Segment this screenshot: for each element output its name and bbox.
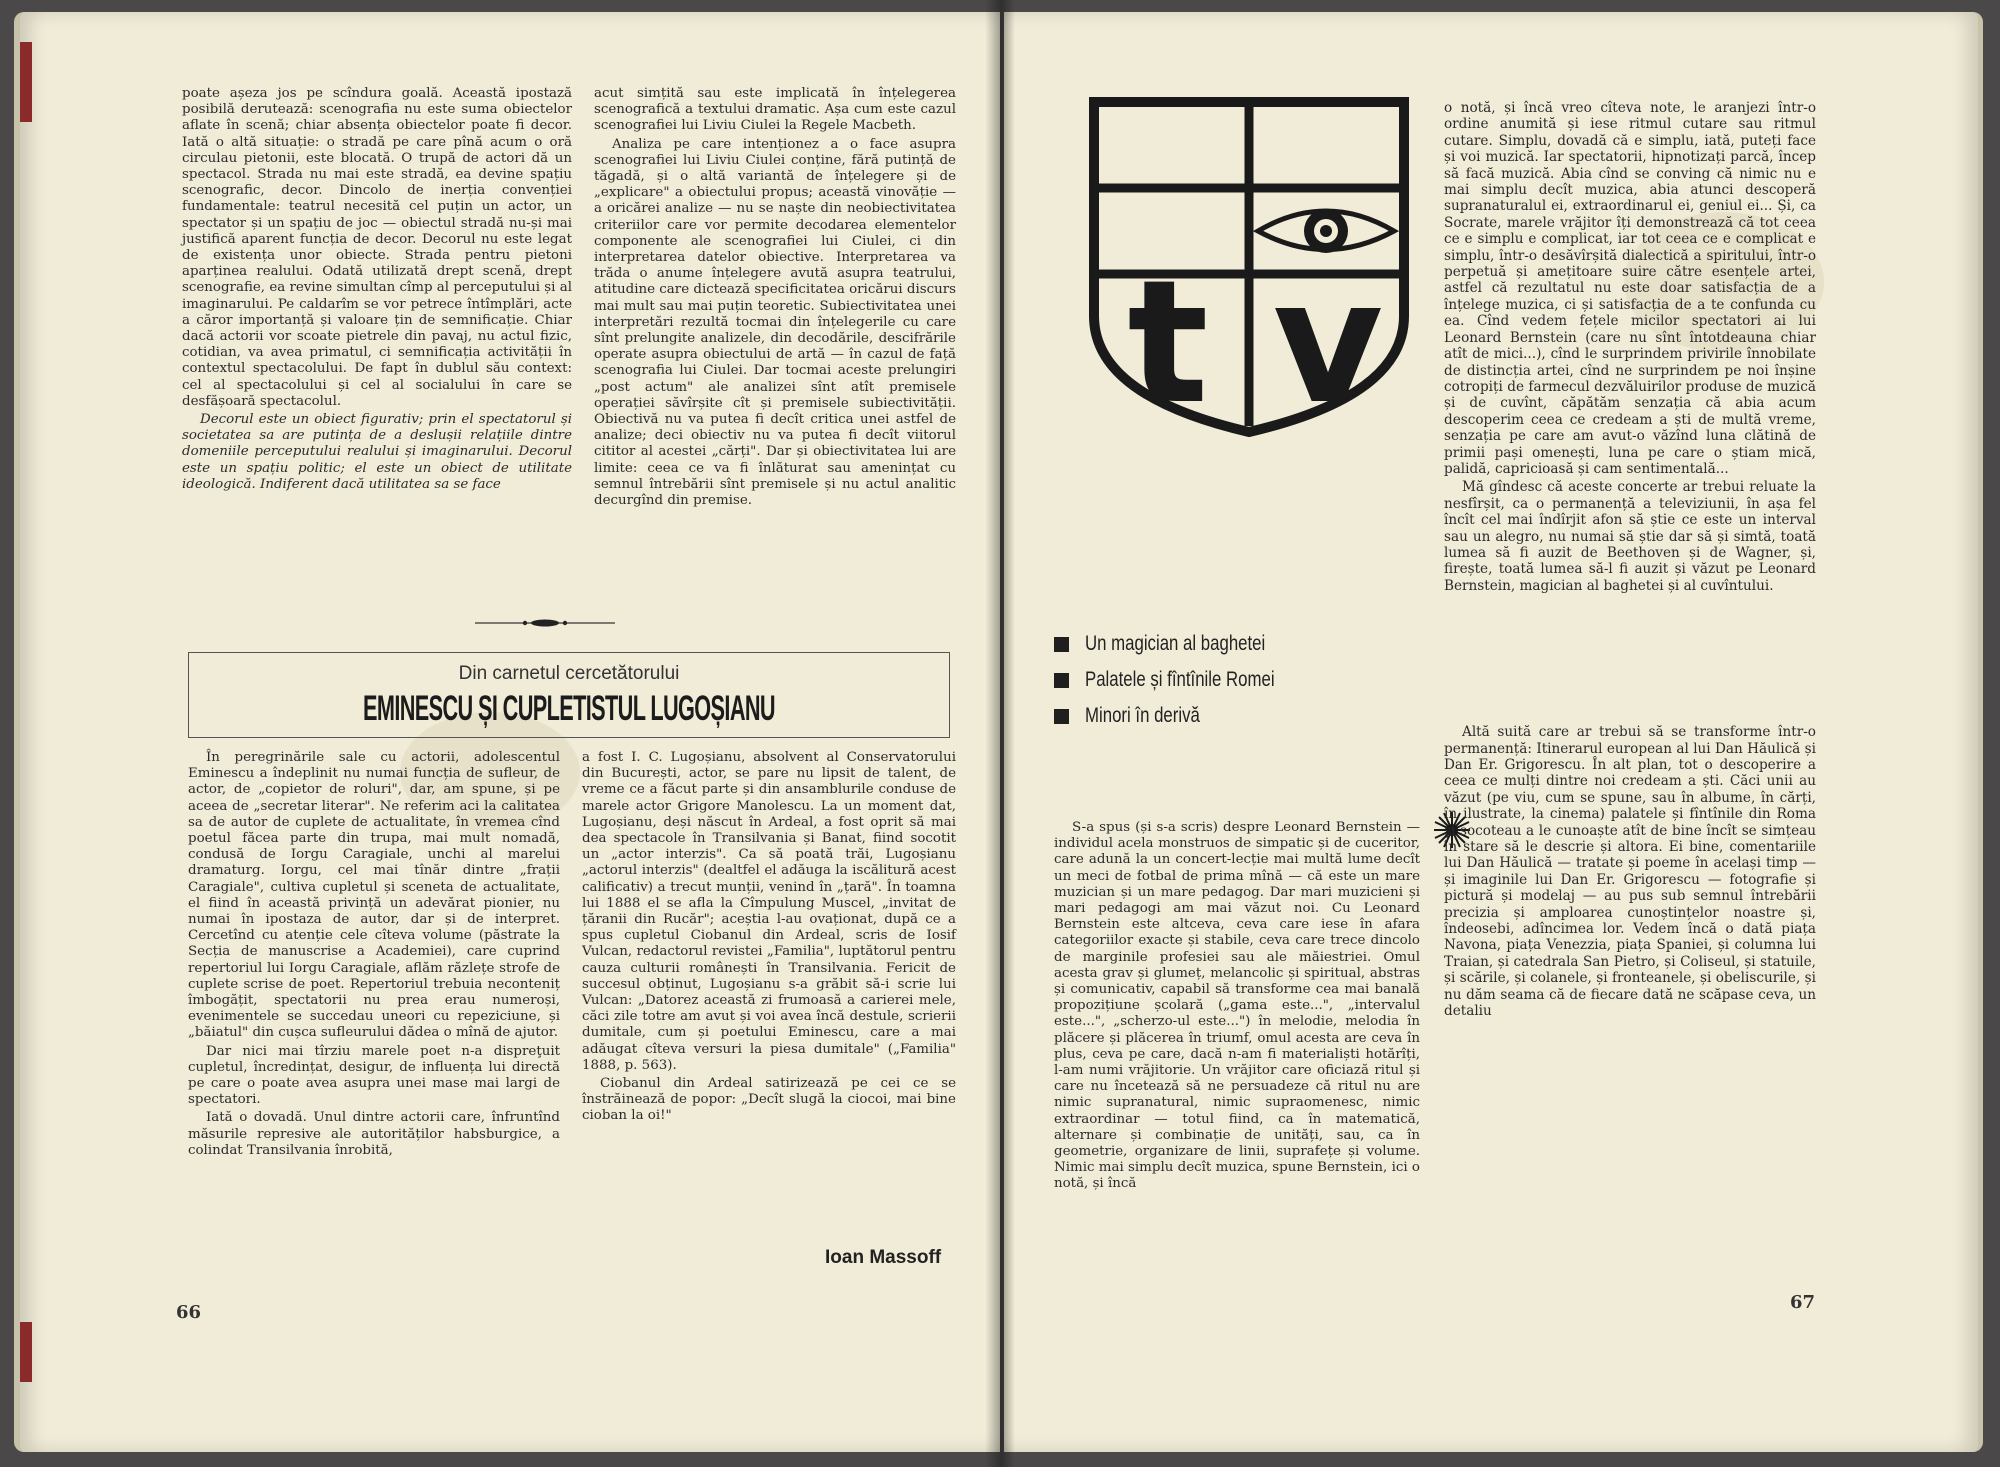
toc-item-label: Palatele și fîntînile Romei bbox=[1085, 668, 1275, 691]
paragraph: Analiza pe care intenționez a o face asupra scenografiei lui Liviu Ciulei conține, fără putință de tăgadă, și o altă variantă de înțelegere și de „explicare" a obiectului propus; această vinovăție — a oricărei analize — nu se naște din neobiectivitatea criteriilor care vor permite decodarea elementelor componente ale scenografiei lui Ciulei, ci din interpretarea datelor obiective. Interpretarea va trăda o anume înțelegere avută asupra teatrului, atitudine care dictează specificitatea oricărui discurs mai mult sau mai puțin teoretic. Subiectivitatea unei interpretări rezultă tocmai din înțelegerile cu care sînt prelungite analizele, din decodările, descifrările operate asupra obiectului de artă — în cazul de față scenografia lui Ciulei. Dar tocmai aceste prelungiri „post actum" ale analizei sînt atît premisele operației săvîrșite cît și premisele subiectivității. Obiectivă nu va putea fi decît critica unei astfel de analize; deci obiectiv nu va putea fi decît viitorul cititor al acestei „cărți". Dar și obiectivitatea lui are limite: ceea ce va fi înlăturat sau amenințat cu semnul întrebării sînt premisele și nu actul analitic decurgînd din premise. bbox=[594, 136, 957, 509]
section-contents-list bbox=[1054, 632, 1434, 740]
page-number: 66 bbox=[176, 1302, 202, 1323]
left-page-col-1 bbox=[182, 86, 572, 495]
paragraph: o notă, și încă vreo cîteva note, le aranjezi într-o ordine anumită și iese ritmul cutare sau ritmul cutare. Simplu, dovadă că e simplu, iată, puteți face și voi muzică. Iar spectatorii, hipnotizați parcă, încep să facă muzică. Abia cînd se conving că nimic nu e mai simplu decît muzica, abia atunci descoperă supranaturalul ei, extraordinarul ei, geniul ei... Și, ca Socrate, marele vrăjitor îți demonstrează că tot ceea ce e simplu e complicat, iar tot ceea ce e complicat e simplu, într-o desăvîrșită dialectică a spiritului, într-o perpetuă și amețitoare suire către esențele artei, astfel că rezultatul nu este doar satisfacția de a înțelege muzica, ci și satisfacția de a te confunda cu ea. Cînd vedem fețele micilor spectatori ai lui Leonard Bernstein (care nu sînt întotdeauna chiar atît de mici...), cînd le surprindem privirile înnobilate de distincția artei, cînd ne surprindem pe noi înșine cotropiți de farmecul dezvăluirilor produse de muzică și de cuvînt, căpătăm senzația că abia acum descoperim ceea ce credeam a ști de multă vreme, senzația pe care am avut-o văzînd luna clătină de primii pași omenești, luna pe care o știam mică, palidă, capricioasă și cam sentimentală... bbox=[1444, 100, 1816, 477]
ornamental-divider bbox=[475, 618, 615, 628]
book-spine-shadow bbox=[985, 0, 1015, 1467]
page-number: 67 bbox=[1790, 1292, 1816, 1313]
square-bullet-icon bbox=[1054, 637, 1069, 652]
toc-item bbox=[1054, 668, 1434, 692]
paragraph: poate așeza jos pe scîndura goală. Această ipostază posibilă derutează: scenografia nu este suma obiectelor aflate în scenă; chiar absența obiectelor poate fi decor. Iată o altă situație: o stradă pe care pînă acum o oră circulau pietonii, este blocată. O trupă de actori dă un spectacol. Strada nu mai este stradă, ea devine spațiu scenografic, decor. Dincolo de inerția convenției fundamentale: teatrul necesită cel puțin un actor, un spectator și un spațiu de joc — obiectul stradă nu-și mai justifică aparent funcția de decor. Decorul nu este legat de existența unor obiecte. Strada pentru pietoni aparținea realului. Odată utilizată drept scenă, drept scenografie, ea revine simultan cîmp al perceputului și al imaginarului. Pe caldarîm se vor petrece întîmplări, acte a căror importanță și valoare țin de semnificație. Chiar dacă actorii vor scoate pietrele din pavaj, nu actul fizic, cotidian, va avea primatul, ci semnificația activității în contextul spectacolului. De fapt în dublul său context: cel al spectacolului și cel al socialului în care se desfășoară spectacolul. bbox=[182, 86, 572, 409]
page-edge-mark bbox=[20, 42, 32, 122]
paragraph: Decorul este un obiect figurativ; prin el spectatorul și societatea sa are putința de a deslușii relațiile dintre domeniile perceputului realului și imaginarului. Decorul este un spațiu politic; el este un obiect de utilitate ideologică. Indiferent dacă utilitatea sa se face bbox=[182, 412, 572, 492]
article-col-2 bbox=[582, 750, 956, 1127]
right-page-col-1 bbox=[1054, 820, 1420, 1195]
paragraph: Ciobanul din Ardeal satirizează pe cei ce se înstrăinează de popor: „Decît slugă la ciocoi, mai bine cioban la oi!" bbox=[582, 1076, 956, 1124]
paragraph: acut simțită sau este implicată în înțelegerea scenografică a textului dramatic. Așa cum este cazul scenografiei lui Liviu Ciulei la Regele Macbeth. bbox=[594, 86, 956, 134]
article-kicker: Din carnetul cercetătorului bbox=[458, 663, 680, 684]
square-bullet-icon bbox=[1054, 673, 1069, 688]
paragraph: În peregrinările sale cu actorii, adolescentul Eminescu a îndeplinit nu numai funcția de sufleur, de actor, de „copietor de roluri", dar, am spune, și pe aceea de „secretar literar". Ne referim aci la calitatea sa de autor de cuplete de actualitate, în vremea cînd poetul făcea parte din trupa, mai mult nomadă, condusă de Iorgu Caragiale, unchi al marelui dramaturg. Iorgu, cel mai tînăr dintre „frații Caragiale", cultiva cupletul și sceneta de actualitate, el fiind în această privință un adevărat pionier, nu numai în ipostaza de autor, dar și de interpret. Cercetînd cu atenție cele cîteva volume (păstrate la Secția de manuscrise a Academiei), care cuprind repertoriul lui Iorgu Caragiale, aflăm răzlețe strofe de cuplete scrise de poet. Repertoriul trebuia neconteniț îmbogățit, spectatorii nu prea erau numeroși, evenimentele se succedau uneori cu repeziciune, și „băiatul" din cușca sufleurului dădea o mînă de ajutor. bbox=[188, 750, 560, 1041]
paragraph: Mă gîndesc că aceste concerte ar trebui reluate la nesfîrșit, ca o permanență a televiziunii, în așa fel încît cel mai îndîrjit afon să știe ce este un interval sau un alegro, nu numai să știe dar să și simtă, toată lumea să fi auzit de Beethoven și de Wagner, și, firește, toată lumea să-l fi auzit și văzut pe Leonard Bernstein, magician al baghetei și al cuvîntului. bbox=[1444, 479, 1816, 594]
toc-item-label: Un magician al baghetei bbox=[1085, 632, 1266, 655]
paragraph: Dar nici mai tîrziu marele poet n-a dispreţuit cupletul, încredințat, desigur, de influența lui directă pe care o poate avea asupra unei mase mai largi de spectatori. bbox=[188, 1043, 560, 1108]
logo-letter-v: v bbox=[1272, 244, 1384, 438]
toc-item-label: Minori în derivă bbox=[1085, 704, 1200, 727]
logo-letter-t: t bbox=[1127, 244, 1209, 438]
left-page bbox=[14, 12, 1000, 1452]
article-title-box bbox=[188, 652, 950, 738]
paragraph: Altă suită care ar trebui să se transforme într-o permanență: Itinerarul european al lui Dan Hăulică și Dan Er. Grigorescu. În alt plan, tot o descoperire a ceea ce mulți dintre noi credeam a ști. Căci unii au văzut (pe viu, cum se spune, sau în albume, în cărți, în ilustrate, la cinema) palatele și fîntînile din Roma și socoteau a le cunoaște atît de bine încît se simțeau în stare să le descrie și altora. Ei bine, comentariile lui Dan Hăulică — tratate și poeme în același timp — și imaginile lui Dan Er. Grigorescu — fotografie și pictură și modelaj — au pus sub semnul întrebării precizia și amploarea cunoștințelor noastre și, îndeosebi, adîncimea lor. Vedem încă o dată piața Navona, piața Venezzia, piața Spaniei, și columna lui Traian, și catedrala San Pietro, și Coliseul, și statuile, și scările, și colanele, și fronteanele, și obeliscurile, și nu dăm seama că de fiecare dată ne scăpase ceva, un detaliu bbox=[1444, 724, 1816, 1020]
right-page-col-2 bbox=[1444, 100, 1816, 1022]
tv-logo bbox=[1088, 96, 1410, 438]
right-page bbox=[1004, 12, 1983, 1452]
toc-item bbox=[1054, 632, 1434, 656]
page-edge-mark bbox=[20, 1322, 32, 1382]
paragraph: S-a spus (și s-a scris) despre Leonard Bernstein — individul acela monstruos de simpatic și de cuceritor, care adună la un concert-lecție mai multă lume decît un meci de fotbal de prima mînă — că este un mare muzician și un mare pedagog. Dar mari muzicieni și mari pedagogi am mai văzut noi. Cu Leonard Bernstein este altceva, ceva care iese în afara categoriilor exacte și stabile, ceva care trece dincolo de marginile profesiei sau ale măiestriei. Omul acesta grav și glumeț, melancolic și spiritual, abstras și comunicativ, capabil să transforme cea mai banală propozițiune școlară („gama este...", „intervalul este...", „scherzo-ul este...") în melodie, melodia în plăcere și plăcerea în triumf, omul acesta are ceva în plus, ceva pe care, dacă n-am fi materialiști hotărîți, l-am numi vrăjitorie. Un vrăjitor care oficiază ritul și care nu încetează să ne persuadeze că ritul nu are nimic supranatural, nimic supraomenesc, nimic extraordinar — totul fiind, ca în matematică, alternare și combinație de unități, sau, ca în geometrie, organizare de linii, suprafețe și volume. Nimic mai simplu decît muzica, spune Bernstein, ici o notă, și încă bbox=[1054, 820, 1420, 1192]
square-bullet-icon bbox=[1054, 709, 1069, 724]
article-headline: EMINESCU ȘI CUPLETISTUL LUGOȘIANU bbox=[363, 689, 775, 728]
toc-item bbox=[1054, 704, 1434, 728]
paragraph: a fost I. C. Lugoșianu, absolvent al Conservatorului din București, actor, se pare nu lipsit de talent, de vreme ce a făcut parte și din ansamblurile conduse de marele actor Grigore Manolescu. La un moment dat, Lugoșianu, deși născut în Ardeal, a fost oprit să mai dea spectacole în Transilvania și Banat, fiind socotit un „actor interzis". Ca să poată trăi, Lugoșianu „actorul interzis" (dealtfel el adăuga la iscălitură acest calificativ) a trecut munții, venind în „țară". În toamna lui 1888 el se afla la Cîmpulung Muscel, „invitat de țăranii din Rucăr"; aceștia l-au ovaționat, după ce a spus cupletul Ciobanul din Ardeal, scris de Iosif Vulcan, redactorul revistei „Familia", luptătorul pentru cauza culturii românești în Transilvania. Fericit de succesul obținut, Lugoșianu s-a grăbit să-i scrie lui Vulcan: „Datorez această zi frumoasă a carierei mele, căci zile totre am avut și voi avea încă destule, scrierii dumitale, cum și poetului Eminescu, care a mai adăugat cîteva versuri la piesa dumitale" („Familia" 1888, p. 563). bbox=[582, 750, 956, 1073]
paragraph: Iată o dovadă. Unul dintre actorii care, înfruntînd măsurile represive ale autorităților habsburgice, a colindat Transilvania înrobită, bbox=[188, 1110, 560, 1158]
article-col-1 bbox=[188, 750, 560, 1161]
left-page-col-2 bbox=[594, 86, 956, 511]
article-author: Ioan Massoff bbox=[825, 1247, 942, 1268]
